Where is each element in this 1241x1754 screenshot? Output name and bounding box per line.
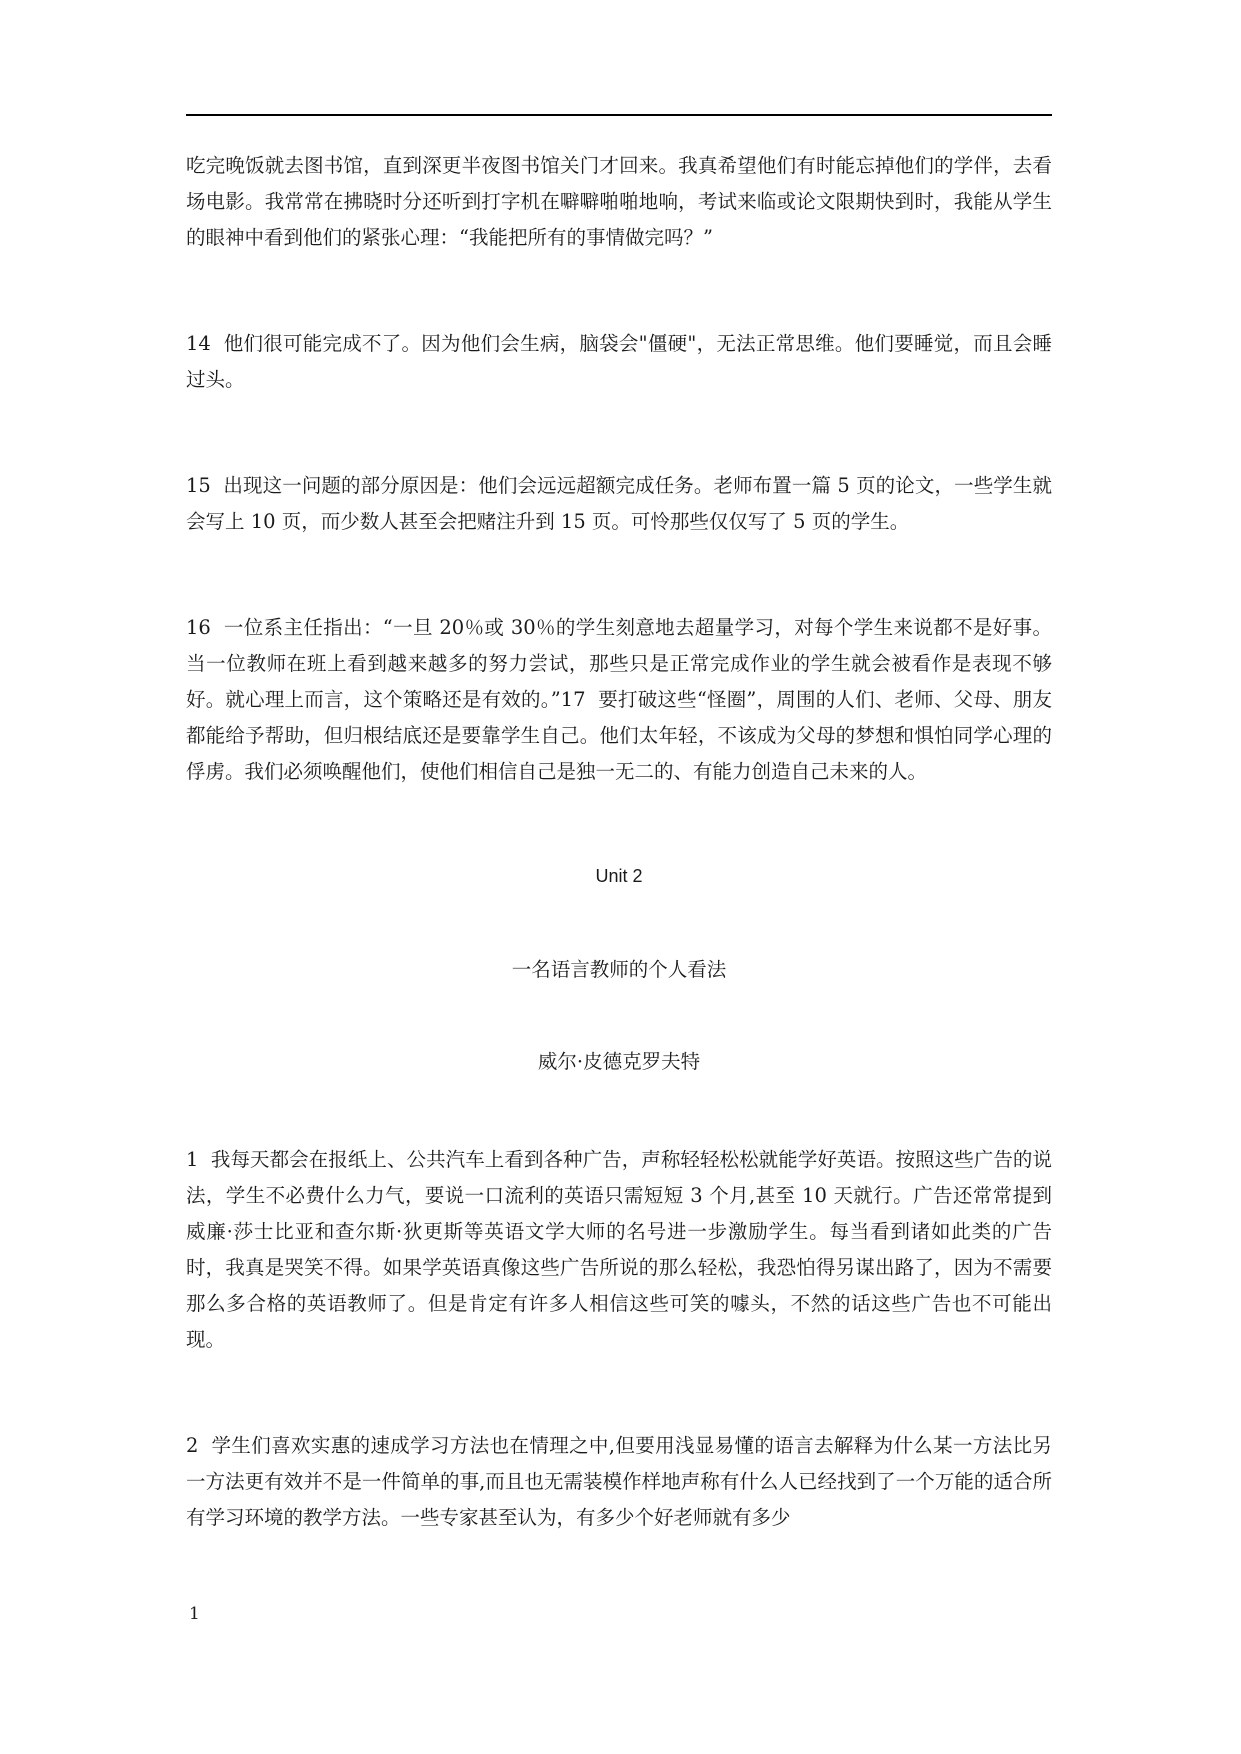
page-number: 1	[189, 1604, 200, 1624]
paragraph-16-17: 16 一位系主任指出：“一旦 20％或 30％的学生刻意地去超量学习，对每个学生来说都不是好事。当一位教师在班上看到越来越多的努力尝试，那些只是正常完成作业的学生就会被看作是表现不够好。就心理上而言，这个策略还是有效的。”17 要打破这些“怪圈”，周围的人们、老师、父母、朋友都能给予帮助，但归根结底还是要靠学生自己。他们太年轻，不该成为父母的梦想和惧怕同学心理的俘虏。我们必须唤醒他们，使他们相信自己是独一无二的、有能力创造自己未来的人。	[186, 616, 1052, 783]
paragraph-1: 1 我每天都会在报纸上、公共汽车上看到各种广告，声称轻轻松松就能学好英语。按照这些广告的说法，学生不必费什么力气，要说一口流利的英语只需短短 3 个月,甚至 10 天就行。广告还常常提到威廉·莎士比亚和查尔斯·狄更斯等英语文学大师的名号进一步激励学生。每当看到诸如此类的广告时，我真是哭笑不得。如果学英语真像这些广告所说的那么轻松，我恐怕得另谋出路了，因为不需要那么多合格的英语教师了。但是肯定有许多人相信这些可笑的噱头，不然的话这些广告也不可能出现。	[186, 1148, 1052, 1351]
header-rule	[186, 114, 1052, 116]
unit-heading: Unit 2	[595, 866, 643, 886]
paragraph-15: 15 出现这一问题的部分原因是：他们会远远超额完成任务。老师布置一篇 5 页的论文，一些学生就会写上 10 页，而少数人甚至会把赌注升到 15 页。可怜那些仅仅写了 5 页的学生。	[186, 474, 1052, 533]
article-title: 一名语言教师的个人看法	[511, 958, 727, 981]
paragraph-continuation: 吃完晚饭就去图书馆，直到深更半夜图书馆关门才回来。我真希望他们有时能忘掉他们的学伴，去看场电影。我常常在拂晓时分还听到打字机在噼噼啪啪地响，考试来临或论文限期快到时，我能从学生的眼神中看到他们的紧张心理：“我能把所有的事情做完吗？”	[186, 154, 1052, 249]
article-author: 威尔·皮德克罗夫特	[537, 1050, 701, 1073]
paragraph-2: 2 学生们喜欢实惠的速成学习方法也在情理之中,但要用浅显易懂的语言去解释为什么某一方法比另一方法更有效并不是一件简单的事,而且也无需装模作样地声称有什么人已经找到了一个万能的适合所有学习环境的教学方法。一些专家甚至认为，有多少个好老师就有多少	[186, 1434, 1052, 1529]
paragraph-14: 14 他们很可能完成不了。因为他们会生病，脑袋会"僵硬"，无法正常思维。他们要睡觉，而且会睡过头。	[186, 332, 1052, 391]
document-body	[186, 148, 1052, 1536]
